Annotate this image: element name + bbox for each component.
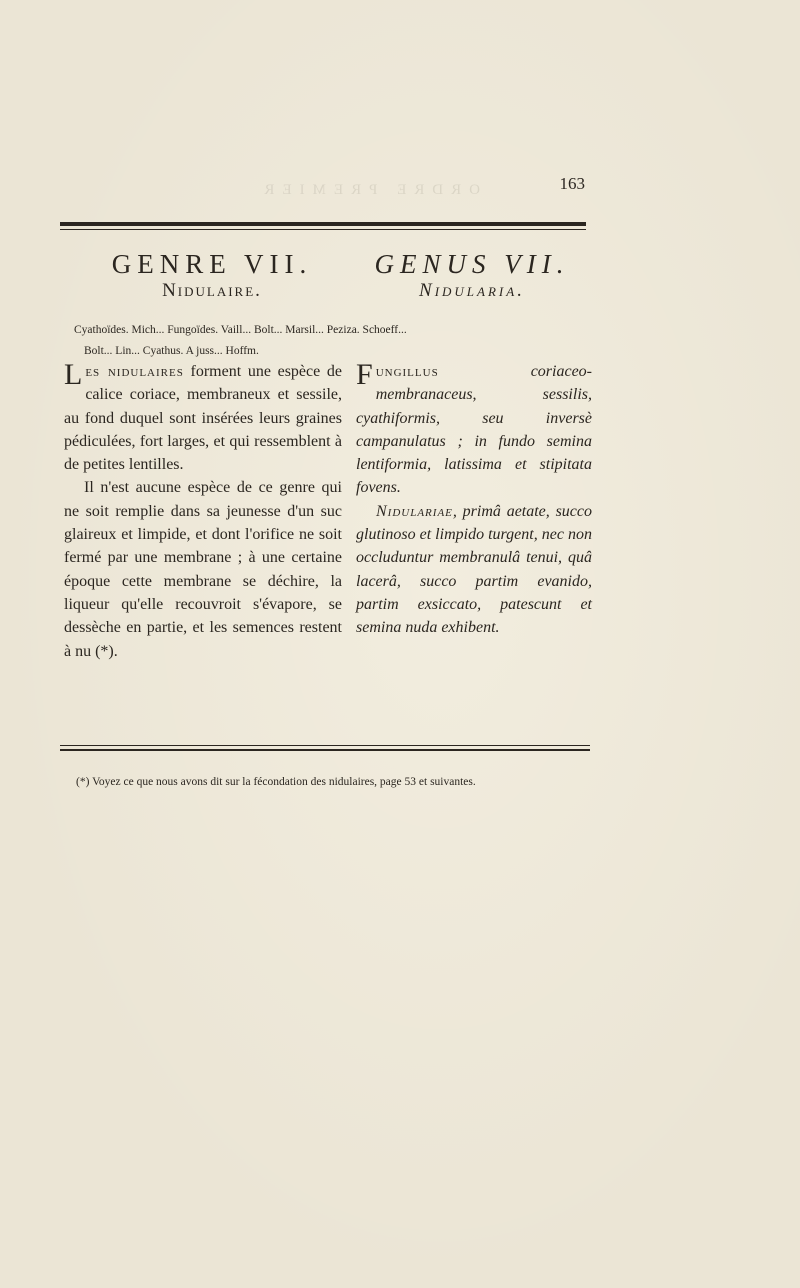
french-paragraph-1 xyxy=(64,360,342,476)
latin-dropcap: F xyxy=(356,358,373,391)
latin-paragraph-2 xyxy=(356,500,592,640)
french-paragraph-2: Il n'est aucune espèce de ce genre qui ne soit remplie dans sa jeunesse d'un suc glaireux et limpide, et dont l'orifice ne soit fermé par une membrane ; à une certaine époque cette membrane se déchire, la liqueur qu'elle recouvroit s'évapore, se dessèche en partie, et les semences restent à nu (*). xyxy=(64,479,342,660)
latin-paragraph-2-text: , primâ aetate, succo glutinoso et limpido turgent, nec non occluduntur membranulâ tenui, quâ lacerâ, succo partim evanido, partim exsiccato, patescunt et semina nuda exhibent. xyxy=(356,502,592,637)
latin-column xyxy=(356,360,592,640)
genre-heading-latin: GENUS VII. xyxy=(374,249,570,279)
french-dropcap: L xyxy=(64,358,83,391)
genus-name-latin: Nidularia. xyxy=(419,280,525,301)
genus-name-french: Nidulaire. xyxy=(162,280,262,301)
synonymy-line-2: Bolt... Lin... Cyathus. A juss... Hoffm. xyxy=(84,345,259,357)
bleed-through-text: ORDRE PREMIER xyxy=(256,182,480,198)
french-lead-words: es nidulaires xyxy=(85,363,184,380)
latin-lead-word: ungillus xyxy=(375,363,439,380)
latin-paragraph-1 xyxy=(356,360,592,500)
footnote-rule-thick xyxy=(60,749,590,751)
synonymy-block xyxy=(74,320,604,362)
footnote-rule-thin xyxy=(60,745,590,746)
genre-heading-french: GENRE VII. xyxy=(111,249,313,279)
latin-paragraph-2-lead: Nidulariae xyxy=(376,502,453,520)
french-column xyxy=(64,360,342,663)
latin-paragraph-1-text: coriaceo-membranaceus, sessilis, cyathiformis, seu inversè campanulatus ; in fundo semina lentiformia, latissima et stipitata fovens. xyxy=(356,363,592,497)
header-rule-thick xyxy=(60,222,586,226)
header-rule-thin xyxy=(60,229,586,230)
page-number: 163 xyxy=(559,174,585,193)
french-paragraph-1-text: forment une espèce de calice coriace, membraneux et sessile, au fond duquel sont insérées leurs graines pédiculées, fort larges, et qui ressemblent à de petites lentilles. xyxy=(64,363,343,474)
synonymy-line-1: Cyathoïdes. Mich... Fungoïdes. Vaill... Bolt... Marsil... Peziza. Schoeff... xyxy=(74,324,407,336)
footnote: (*) Voyez ce que nous avons dit sur la fécondation des nidulaires, page 53 et suivantes. xyxy=(76,776,476,788)
